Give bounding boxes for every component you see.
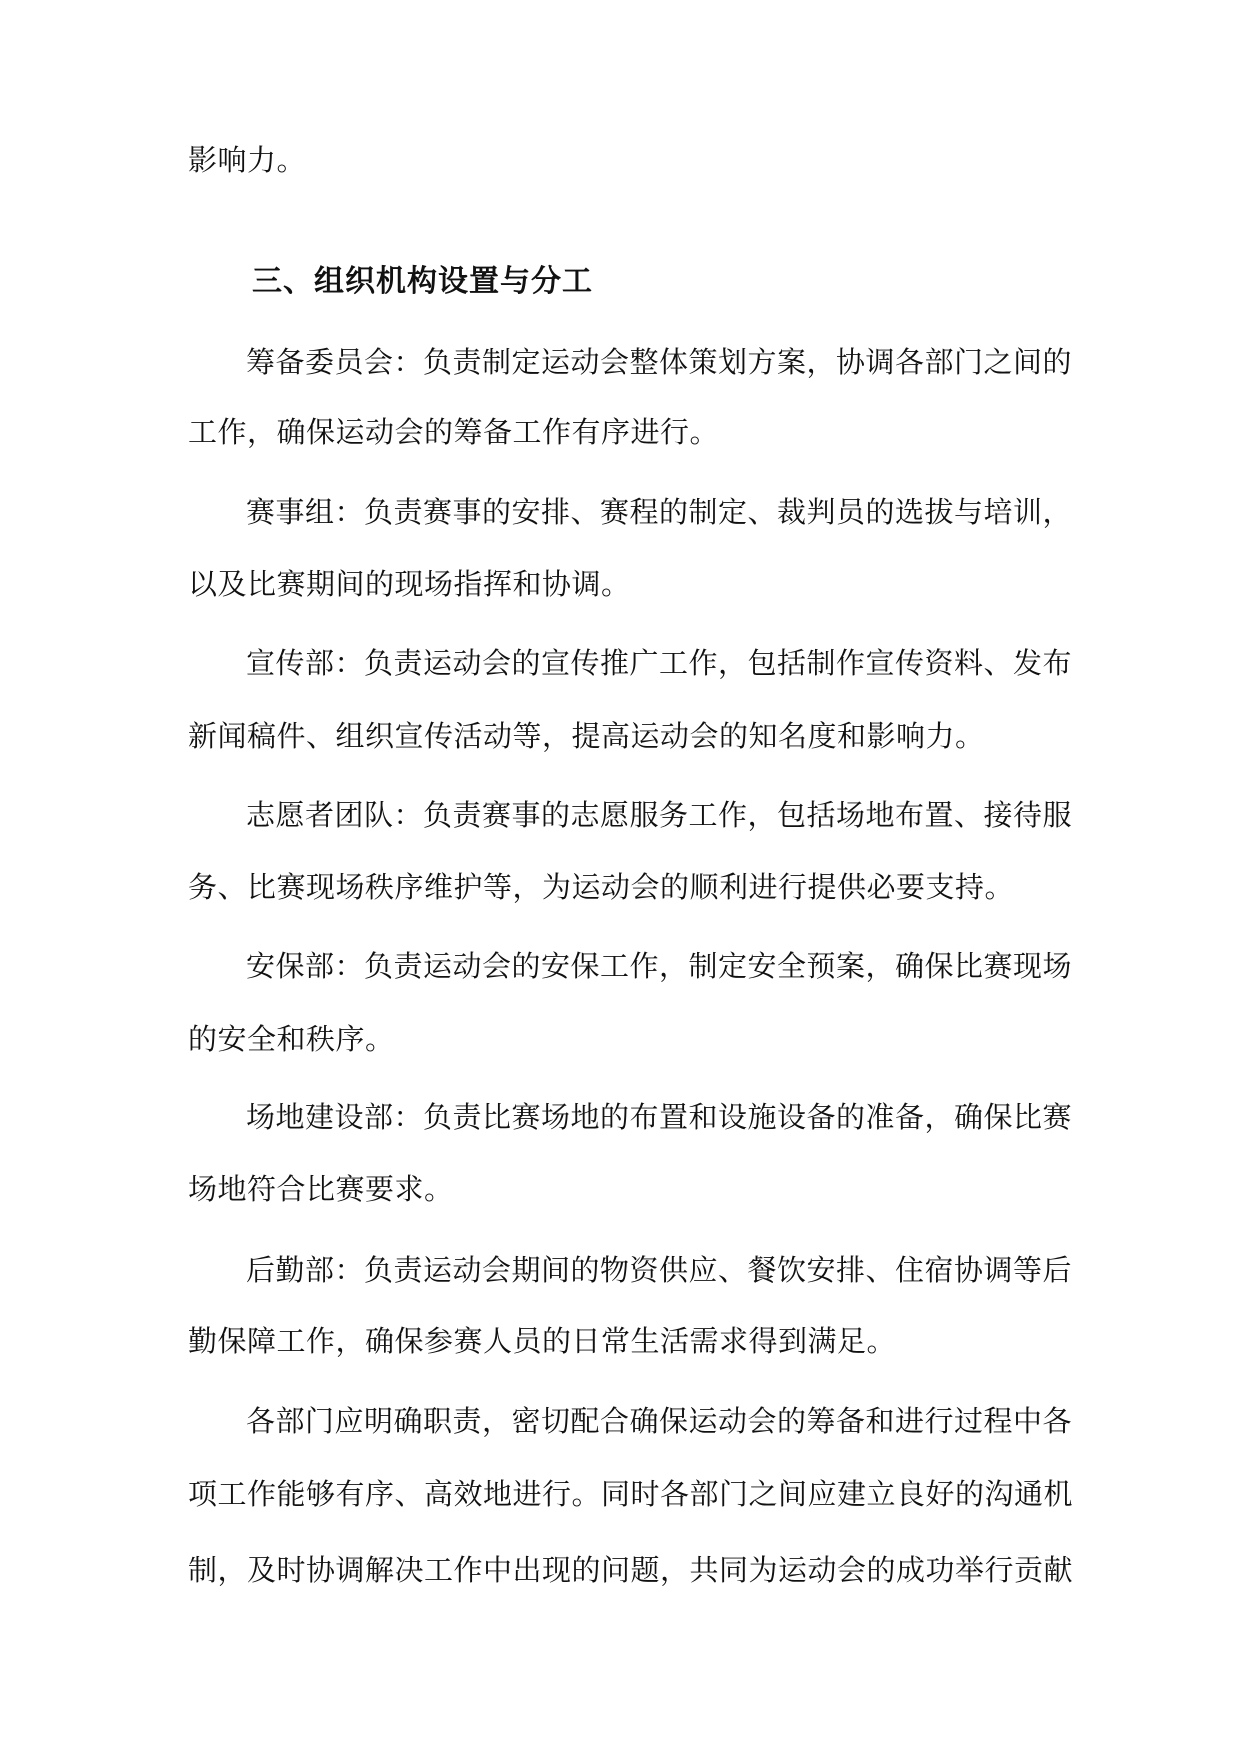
paragraph-line: 宣传部：负责运动会的宣传推广工作，包括制作宣传资料、发布 — [246, 646, 1073, 680]
paragraph-line: 各部门应明确职责，密切配合确保运动会的筹备和进行过程中各 — [246, 1404, 1073, 1438]
paragraph-line: 项工作能够有序、高效地进行。同时各部门之间应建立良好的沟通机 — [188, 1477, 1074, 1511]
paragraph-line: 场地符合比赛要求。 — [188, 1172, 454, 1206]
paragraph-line: 制，及时协调解决工作中出现的问题，共同为运动会的成功举行贡献 — [188, 1553, 1074, 1587]
paragraph-line: 务、比赛现场秩序维护等，为运动会的顺利进行提供必要支持。 — [188, 870, 1015, 904]
paragraph-line: 新闻稿件、组织宣传活动等，提高运动会的知名度和影响力。 — [188, 719, 985, 753]
paragraph-line: 后勤部：负责运动会期间的物资供应、餐饮安排、住宿协调等后 — [246, 1253, 1073, 1287]
lead-fragment: 影响力。 — [188, 143, 307, 177]
paragraph-line: 赛事组：负责赛事的安排、赛程的制定、裁判员的选拔与培训， — [246, 495, 1073, 529]
paragraph-line: 的安全和秩序。 — [188, 1022, 395, 1056]
paragraph-line: 志愿者团队：负责赛事的志愿服务工作，包括场地布置、接待服 — [246, 798, 1073, 832]
section-heading: 三、组织机构设置与分工 — [252, 264, 593, 299]
paragraph-line: 工作，确保运动会的筹备工作有序进行。 — [188, 415, 720, 449]
paragraph-line: 勤保障工作，确保参赛人员的日常生活需求得到满足。 — [188, 1324, 897, 1358]
paragraph-line: 场地建设部：负责比赛场地的布置和设施设备的准备，确保比赛 — [246, 1100, 1073, 1134]
paragraph-line: 筹备委员会：负责制定运动会整体策划方案，协调各部门之间的 — [246, 345, 1073, 379]
paragraph-line: 以及比赛期间的现场指挥和协调。 — [188, 567, 631, 601]
paragraph-line: 安保部：负责运动会的安保工作，制定安全预案，确保比赛现场 — [246, 949, 1073, 983]
